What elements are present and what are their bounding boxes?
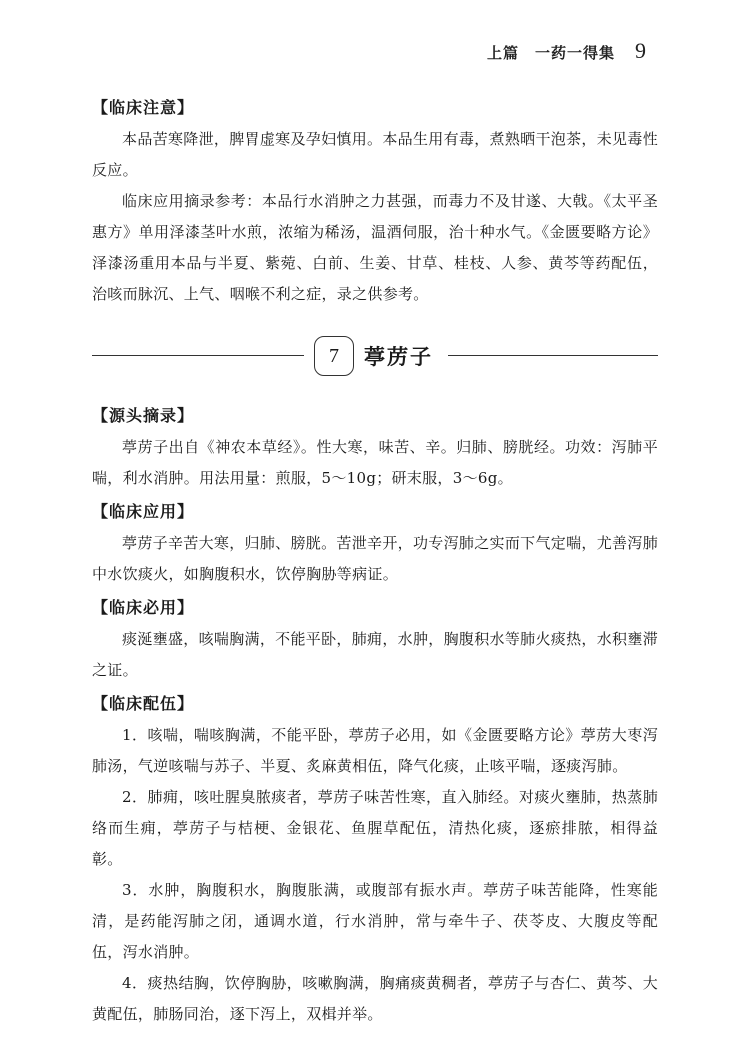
paragraph: 本品苦寒降泄，脾胃虚寒及孕妇慎用。本品生用有毒，煮熟晒干泡茶，未见毒性反应。 <box>92 130 658 179</box>
paragraph: 4．痰热结胸，饮停胸胁，咳嗽胸满，胸痛痰黄稠者，葶苈子与杏仁、黄芩、大黄配伍，肺肠同治，逐下泻上，双楫并举。 <box>92 974 658 1023</box>
paragraph: 葶苈子出自《神农本草经》。性大寒，味苦、辛。归肺、膀胱经。功效：泻肺平喘，利水消肿。用法用量：煎服，5～10g；研末服，3～6g。 <box>92 438 658 487</box>
page-number: 9 <box>635 38 646 63</box>
title-rule-left <box>92 355 304 356</box>
page-content <box>92 92 658 1032</box>
clinical-must-use-section <box>92 592 658 686</box>
section-heading-application: 【临床应用】 <box>92 502 195 521</box>
paragraph: 葶苈子辛苦大寒，归肺、膀胱。苦泄辛开，功专泻肺之实而下气定喘，尤善泻肺中水饮痰火，如胸腹积水，饮停胸胁等病证。 <box>92 534 658 583</box>
section-heading-must-use: 【临床必用】 <box>92 598 195 617</box>
section-heading-notice: 【临床注意】 <box>92 98 195 117</box>
herb-number-badge: 7 <box>314 336 354 376</box>
paragraph: 痰涎壅盛，咳喘胸满，不能平卧，肺痈，水肿，胸腹积水等肺火痰热，水积壅滞之证。 <box>92 630 658 679</box>
notice-section <box>92 92 658 310</box>
clinical-application-section <box>92 496 658 590</box>
paragraph: 3．水肿，胸腹积水，胸腹胀满，或腹部有振水声。葶苈子味苦能降，性寒能清，是药能泻肺之闭，通调水道，行水消肿，常与牵牛子、茯苓皮、大腹皮等配伍，泻水消肿。 <box>92 881 658 961</box>
herb-title-box <box>314 330 436 382</box>
section-heading-combination: 【临床配伍】 <box>92 694 195 713</box>
section-heading-source: 【源头摘录】 <box>92 406 195 425</box>
running-title: 上篇 一药一得集 <box>486 44 615 62</box>
page-header <box>487 38 646 64</box>
paragraph: 临床应用摘录参考：本品行水消肿之力甚强，而毒力不及甘遂、大戟。《太平圣惠方》单用泽漆茎叶水煎，浓缩为稀汤，温酒伺服，治十种水气。《金匮要略方论》泽漆汤重用本品与半夏、紫菀、白前、生姜、甘草、桂枝、人参、黄芩等药配伍，治咳而脉沉、上气、咽喉不利之症，录之供参考。 <box>92 192 658 303</box>
paragraph: 2．肺痈，咳吐腥臭脓痰者，葶苈子味苦性寒，直入肺经。对痰火壅肺，热蒸肺络而生痈，葶苈子与桔梗、金银花、鱼腥草配伍，清热化痰，逐瘀排脓，相得益彰。 <box>92 788 658 868</box>
herb-title-row <box>92 330 658 382</box>
title-rule-right <box>448 355 658 356</box>
herb-title: 葶苈子 <box>364 345 433 369</box>
paragraph: 1．咳喘，喘咳胸满，不能平卧，葶苈子必用，如《金匮要略方论》葶苈大枣泻肺汤，气逆咳喘与苏子、半夏、炙麻黄相伍，降气化痰，止咳平喘，逐痰泻肺。 <box>92 726 658 775</box>
source-section <box>92 400 658 494</box>
clinical-combination-section <box>92 688 658 1030</box>
